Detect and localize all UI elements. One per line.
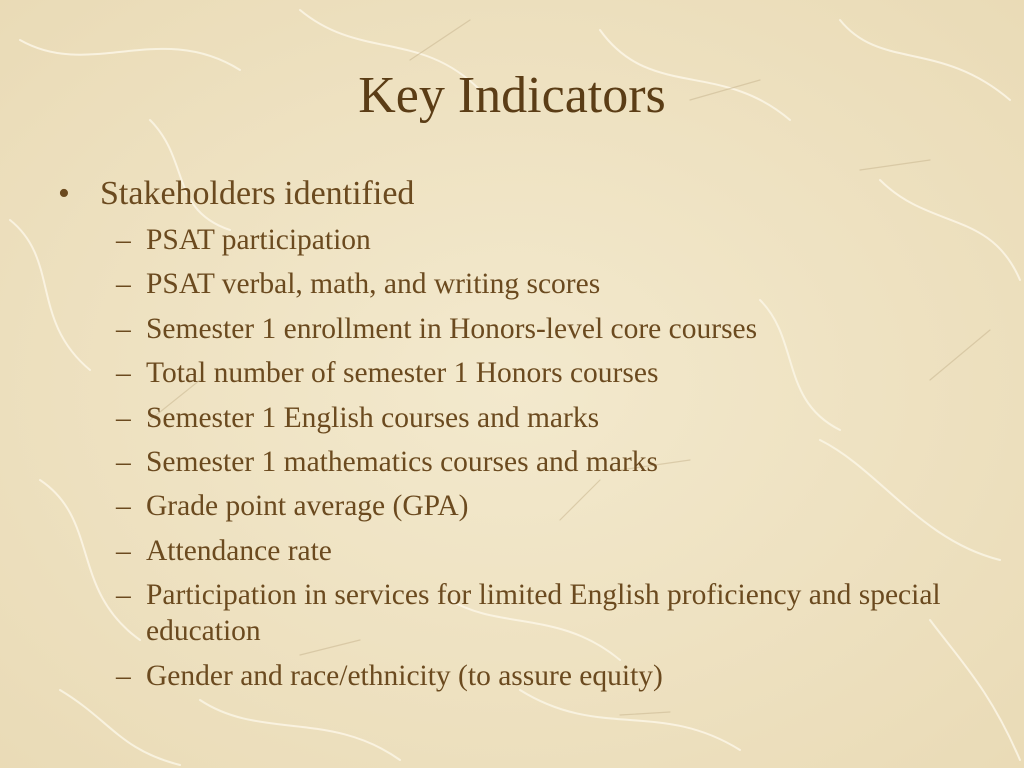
sub-bullet-item [116, 311, 976, 347]
sub-bullet-text: Participation in services for limited English proficiency and special education [146, 579, 941, 648]
sub-bullet-item [116, 658, 976, 694]
sub-bullet-item [116, 222, 976, 258]
sub-bullet-text: Attendance rate [146, 534, 332, 567]
sub-bullet-text: Gender and race/ethnicity (to assure equity) [146, 659, 663, 692]
sub-bullet-text: Semester 1 mathematics courses and marks [146, 445, 659, 478]
sub-bullet-text: Semester 1 enrollment in Honors-level core courses [146, 312, 758, 345]
dash-marker: – [116, 659, 131, 692]
sub-bullet-text: Semester 1 English courses and marks [146, 401, 600, 434]
sub-bullet-text: Total number of semester 1 Honors courses [146, 357, 659, 390]
sub-bullet-text: PSAT participation [146, 224, 371, 256]
bullet-marker: • [58, 175, 70, 212]
bullet-label: Stakeholders identified [100, 175, 415, 212]
dash-marker: – [116, 268, 131, 301]
top-level-bullet [58, 172, 414, 216]
sub-bullet-item [116, 355, 976, 391]
sub-bullet-item [116, 533, 976, 569]
dash-marker: – [116, 357, 131, 390]
sub-bullet-item [116, 488, 976, 524]
dash-marker: – [116, 579, 131, 612]
dash-marker: – [116, 401, 131, 434]
sub-bullet-text: PSAT verbal, math, and writing scores [146, 268, 601, 301]
sub-bullet-item [116, 400, 976, 436]
dash-marker: – [116, 312, 131, 345]
sub-bullet-item [116, 577, 976, 649]
sub-bullet-text: Grade point average (GPA) [146, 490, 469, 523]
dash-marker: – [116, 445, 131, 478]
dash-marker: – [116, 534, 131, 567]
slide-title: Key Indicators [358, 67, 666, 124]
dash-marker: – [116, 224, 131, 256]
dash-marker: – [116, 490, 131, 523]
sub-bullet-item [116, 266, 976, 302]
sub-bullet-list [116, 222, 976, 702]
sub-bullet-item [116, 444, 976, 480]
